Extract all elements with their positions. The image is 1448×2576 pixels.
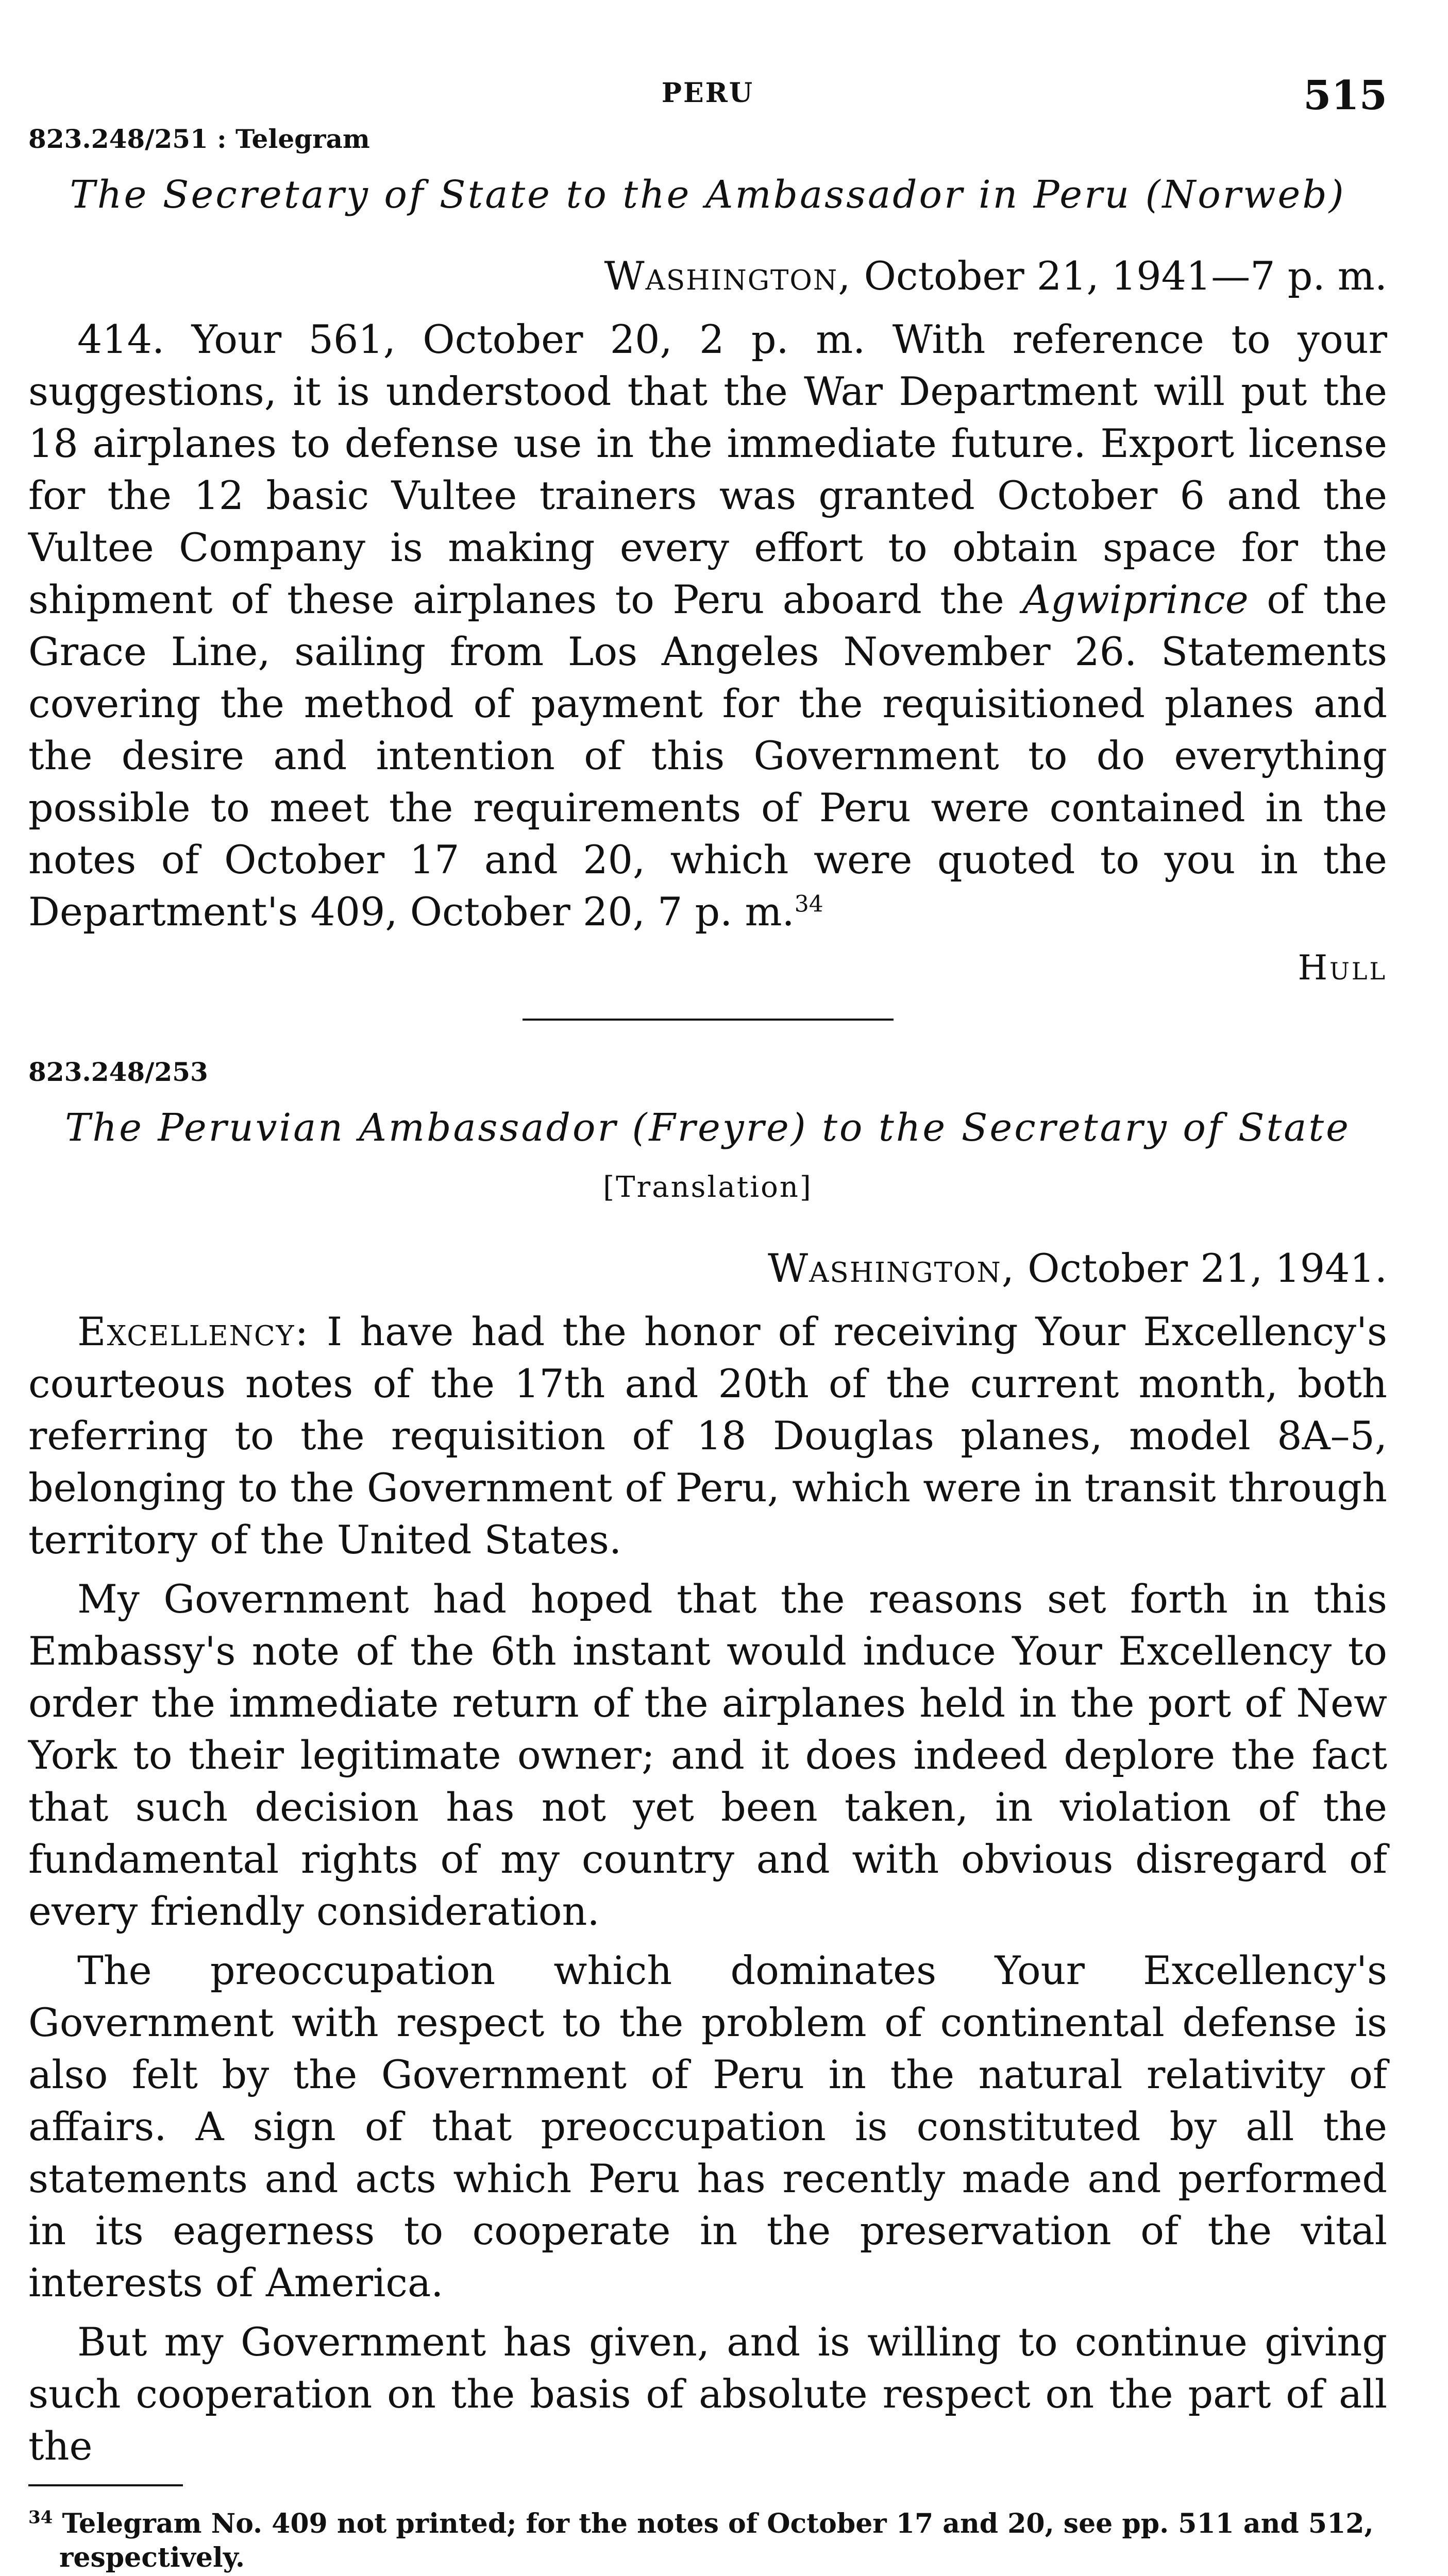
- translation-note: [Translation]: [603, 1171, 813, 1204]
- running-title: PERU: [661, 77, 754, 109]
- telegram-text: 414. Your 561, October 20, 2 p. m. With reference to your suggestions, it is understood that the War Department will put the 18 airplanes to defense use in the immediate future. Export license for the 12 basic Vultee trainers was granted October 6 and the Vultee Company is making every effort to obtain space for the shipment of these airplanes to Peru aboard the: [28, 316, 1387, 622]
- document-title: The Peruvian Ambassador (Freyre) to the Secretary of State: [65, 1106, 1351, 1150]
- dateline-date: October 21, 1941—7 p. m.: [864, 253, 1387, 299]
- letter-paragraph: [28, 1306, 1387, 1566]
- footnote-rule: [28, 2484, 183, 2486]
- telegram-body: [28, 313, 1387, 938]
- file-reference: 823.248/251 : Telegram: [28, 124, 370, 154]
- file-reference: 823.248/253: [28, 1057, 208, 1087]
- footnote-number: 34: [28, 2507, 53, 2528]
- telegram-text-continued: of the Grace Line, sailing from Los Angeles November 26. Statements covering the method of payment for the requisitioned planes and the desire and intention of this Government to do everything possible to meet the requirements of Peru were contained in the notes of October 17 and 20, which were quoted to you in the Department's 409, October 20, 7 p. m.: [28, 577, 1387, 935]
- salutation: Excellency:: [77, 1309, 310, 1354]
- dateline-place: Washington,: [604, 253, 852, 299]
- letter-paragraph: My Government had hoped that the reasons set forth in this Embassy's note of the 6th instant would induce Your Excellency to order the immediate return of the airplanes held in the port of New York to their legitimate owner; and it does indeed deplore the fact that such decision has not yet been taken, in violation of the fundamental rights of my country and with obvious disregard of every friendly consideration.: [28, 1576, 1387, 1934]
- running-head: [28, 72, 1387, 124]
- footnote-text: Telegram No. 409 not printed; for the notes of October 17 and 20, see pp. 511 and 512, respectively.: [59, 2508, 1374, 2573]
- paragraph-text: I have had the honor of receiving Your Excellency's courteous notes of the 17th and 20th of the current month, both referring to the requisition of 18 Douglas planes, model 8A–5, belonging to the Government of Peru, which were in transit through territory of the United States.: [28, 1309, 1387, 1563]
- letter-paragraph: But my Government has given, and is willing to continue giving such cooperation on the basis of absolute respect on the part of all the: [28, 2319, 1387, 2469]
- telegram-paragraph: [28, 313, 1387, 938]
- dateline-date: October 21, 1941.: [1028, 1245, 1387, 1291]
- footnote-marker: 34: [794, 891, 823, 918]
- letter-body: [28, 1306, 1387, 2472]
- page-number: 515: [1303, 72, 1387, 119]
- footnote: [28, 2507, 1387, 2575]
- dateline: [28, 253, 1387, 299]
- ship-name: Agwiprince: [1022, 577, 1249, 622]
- signature: Hull: [1298, 948, 1387, 988]
- dateline-place: Washington,: [768, 1245, 1015, 1291]
- letter-paragraph: The preoccupation which dominates Your Excellency's Government with respect to the problem of continental defense is also felt by the Government of Peru in the natural relativity of affairs. A sign of that preoccupation is constituted by all the statements and acts which Peru has recently made and performed in its eagerness to cooperate in the preservation of the vital interests of America.: [28, 1947, 1387, 2306]
- document-title: The Secretary of State to the Ambassador in Peru (Norweb): [70, 173, 1346, 217]
- dateline: [28, 1245, 1387, 1291]
- section-separator: [523, 1019, 894, 1021]
